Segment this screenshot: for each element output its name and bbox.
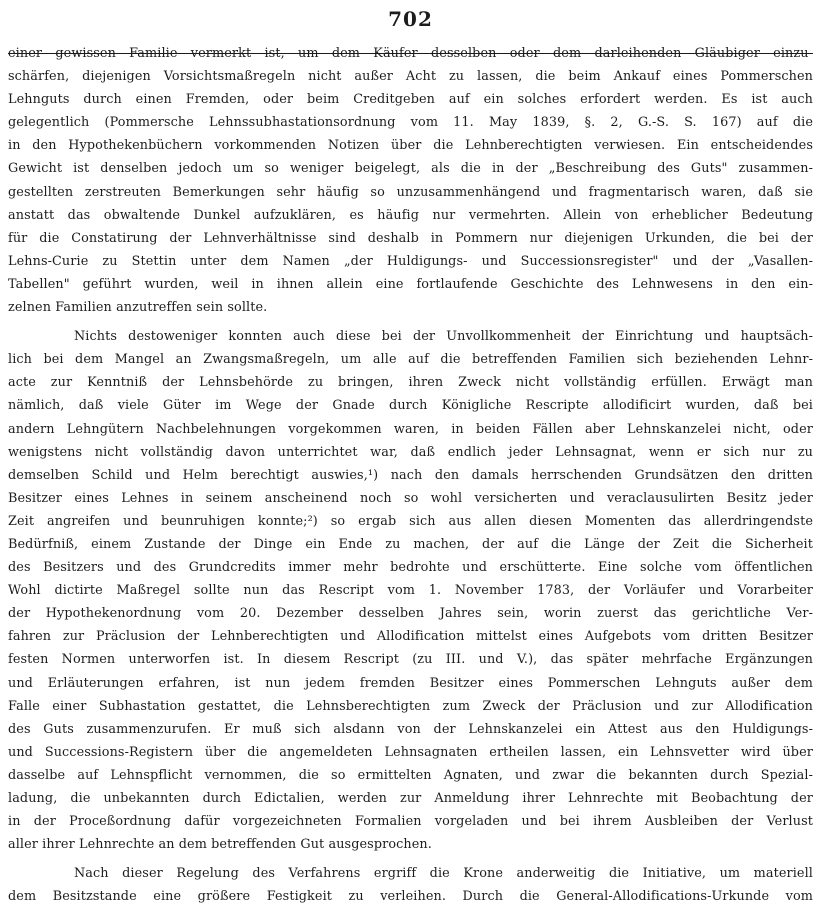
text-line: des Besitzers und des Grundcredits immer mehr bedrohte und erschütterte. Eine solche vom öffentlichen: [8, 560, 813, 576]
paragraph: [8, 42, 813, 319]
text-line: andern Lehngütern Nachbelehnungen vorgekommen waren, in beiden Fällen aber Lehnskanzelei nicht, oder: [8, 421, 813, 437]
text-line: gelegentlich (Pommersche Lehnssubhastationsordnung vom 11. May 1839, §. 2, G.-S. S. 167) auf die: [8, 115, 813, 131]
text-line: Bedürfniß, einem Zustande der Dinge ein Ende zu machen, der auf die Länge der Zeit die Sicherheit: [8, 536, 813, 552]
text-line: wenigstens nicht vollständig davon unterrichtet war, daß endlich jeder Lehnsagnat, wenn er sich nur zu: [8, 444, 813, 460]
text-line: Nichts destoweniger konnten auch diese bei der Unvollkommenheit der Einrichtung und hauptsäch-: [74, 329, 813, 345]
text-line: zelnen Familien anzutreffen sein sollte.: [8, 300, 268, 316]
text-line: fahren zur Präclusion der Lehnberechtigten und Allodification mittelst eines Aufgebots vom dritten Besitzer: [8, 629, 813, 645]
text-line: anstatt das obwaltende Dunkel aufzuklären, es häufig nur vermehrten. Allein von erheblicher Bedeutung: [8, 207, 813, 223]
paragraph: [8, 862, 813, 908]
text-line: gestellten zerstreuten Bemerkungen sehr häufig so unzusammenhängend und fragmentarisch waren, daß sie: [8, 184, 813, 200]
text-line: Falle einer Subhastation gestattet, die Lehnsberechtigten zum Zweck der Präclusion und zur Allodification: [8, 698, 813, 714]
text-line: demselben Schild und Helm berechtigt auswies,¹) nach den damals herrschenden Grundsätzen den dritten: [8, 467, 813, 483]
text-line: aller ihrer Lehnrechte an dem betreffenden Gut ausgesprochen.: [8, 837, 432, 853]
page-number: 702: [388, 7, 433, 31]
text-line: Gewicht ist denselben jedoch um so weniger beigelegt, als die in der „Beschreibung des Guts" zusammen-: [8, 161, 813, 177]
text-line: Nach dieser Regelung des Verfahrens ergriff die Krone anderweitig die Initiative, um materiell: [74, 866, 813, 882]
text-line: Zeit angreifen und beunruhigen konnte;²) so ergab sich aus allen diesen Momenten das allerdringendste: [8, 513, 813, 529]
text-line: der Hypothekenordnung vom 20. Dezember desselben Jahres sein, worin zuerst das gerichtliche Ver-: [8, 606, 813, 622]
text-line: lich bei dem Mangel an Zwangsmaßregeln, um alle auf die betreffenden Familien sich beziehenden Lehnr-: [8, 352, 813, 368]
text-line: festen Normen unterworfen ist. In diesem Rescript (zu III. und V.), das später mehrfache Ergänzungen: [8, 652, 813, 668]
text-line: Lehnguts durch einen Fremden, oder beim Creditgeben auf ein solches erfordert werden. Es ist auch: [8, 92, 813, 108]
text-line: nämlich, daß viele Güter im Wege der Gnade durch Königliche Rescripte allodificirt wurden, daß bei: [8, 398, 813, 414]
text-line: in den Hypothekenbüchern vorkommenden Notizen über die Lehnberechtigten verwiesen. Ein entscheidendes: [8, 138, 813, 154]
text-line: einer gewissen Familie vermerkt ist, um dem Käufer desselben oder dem darleihenden Gläubiger einzu-: [8, 46, 813, 61]
text-line: ladung, die unbekannten durch Edictalien, werden zur Anmeldung ihrer Lehnrechte mit Beobachtung der: [8, 791, 813, 806]
text-line: für die Constatirung der Lehnverhältnisse sind deshalb in Pommern nur diejenigen Urkunden, die bei der: [8, 230, 813, 246]
text-line: des Guts zusammenzurufen. Er muß sich alsdann von der Lehnskanzelei ein Attest aus den Huldigungs-: [8, 721, 813, 737]
text-line: in der Proceßordnung dafür vorgezeichneten Formalien vorgeladen und bei ihrem Ausbleiben der Verlust: [8, 814, 813, 830]
body-text: [8, 42, 813, 908]
text-line: acte zur Kenntniß der Lehnsbehörde zu bringen, ihren Zweck nicht vollständig erfüllen. Erwägt man: [8, 375, 813, 391]
text-line: Wohl dictirte Maßregel sollte nun das Rescript vom 1. November 1783, der Vorläufer und Vorarbeiter: [8, 583, 813, 599]
text-line: und Erläuterungen erfahren, ist nun jedem fremden Besitzer eines Pommerschen Lehnguts außer dem: [8, 675, 813, 691]
text-line: dasselbe auf Lehnspflicht vernommen, die so ermittelten Agnaten, und zwar die bekannten durch Spezial-: [8, 767, 813, 783]
text-line: Tabellen" geführt wurden, weil in ihnen allein eine fortlaufende Geschichte des Lehnwesens in den ein-: [8, 276, 813, 292]
text-line: dem Besitzstande eine größere Festigkeit zu verleihen. Durch die General-Allodifications-Urkunde vom: [8, 889, 813, 905]
text-line: schärfen, diejenigen Vorsichtsmaßregeln nicht außer Acht zu lassen, die beim Ankauf eines Pommerschen: [8, 69, 813, 85]
text-line: Lehns-Curie zu Stettin unter dem Namen „der Huldigungs- und Successionsregister" und der „Vasallen-: [8, 253, 813, 269]
text-line: und Successions-Registern über die angemeldeten Lehnsagnaten ertheilen lassen, ein Lehnsvetter wird über: [8, 744, 813, 760]
text-line: Besitzer eines Lehnes in seinem anscheinend noch so wohl versicherten und veraclausulirten Besitz jeder: [8, 490, 813, 506]
paragraph: [8, 325, 813, 856]
